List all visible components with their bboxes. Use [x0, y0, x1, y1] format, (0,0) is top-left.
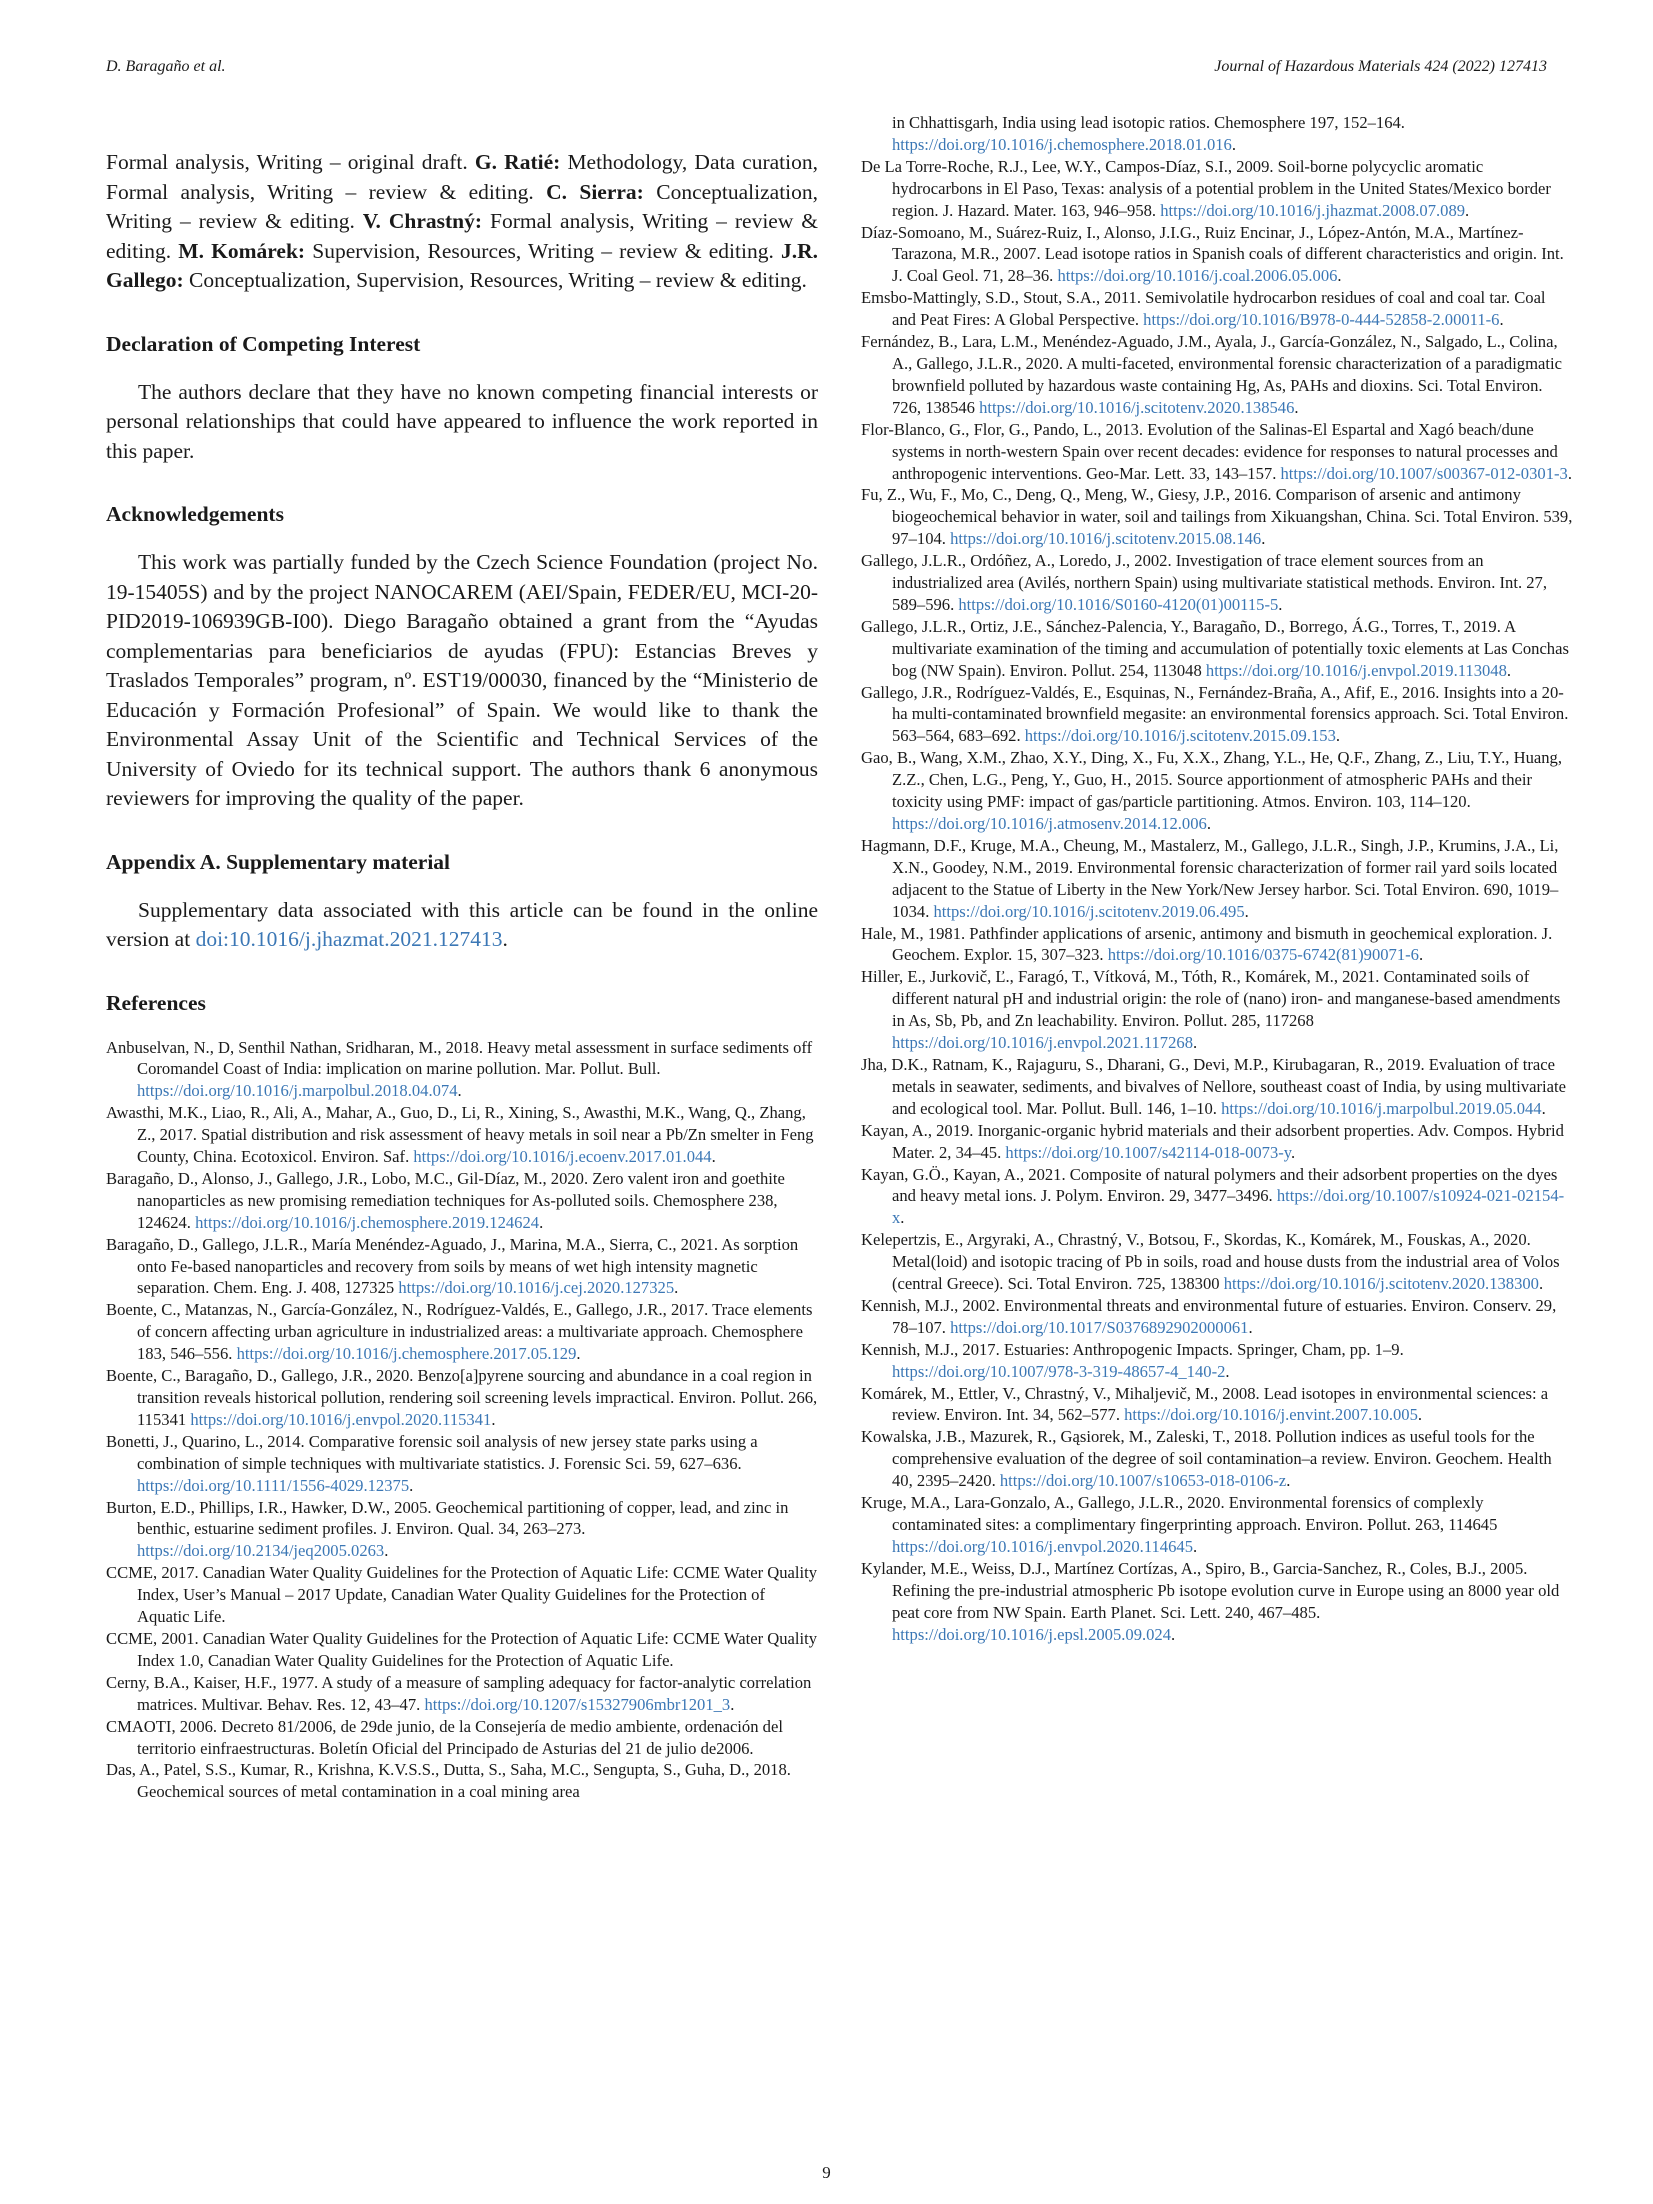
- reference-item: [861, 419, 1573, 485]
- competing-text: The authors declare that they have no known competing financial interests or personal relationships that could have appeared to influence the work reported in this paper.: [106, 379, 818, 463]
- reference-text: De La Torre-Roche, R.J., Lee, W.Y., Campos-Díaz, S.I., 2009. Soil-borne polycyclic aromatic hydrocarbons in El Paso, Texas: analysis of a potential problem in the United States/Mexico border region. J. Hazard. Mater. 163, 946–958.: [861, 156, 1551, 220]
- credit-author-name: C. Sierra:: [546, 179, 644, 204]
- reference-doi-link[interactable]: https://doi.org/10.1016/j.chemosphere.2018.01.016: [892, 134, 1232, 154]
- reference-doi-link[interactable]: https://doi.org/10.1016/j.scitotenv.2019.06.495: [933, 901, 1245, 921]
- reference-item: [861, 550, 1573, 616]
- reference-list-left: [106, 1037, 818, 1804]
- reference-text: Emsbo-Mattingly, S.D., Stout, S.A., 2011. Semivolatile hydrocarbon residues of coal and coal tar. Coal and Peat Fires: A Global Perspective.: [861, 288, 1546, 330]
- credit-author-roles: Methodology, Data curation, Formal analysis, Writing – review & editing.: [106, 150, 818, 204]
- reference-item: [861, 1295, 1573, 1339]
- reference-item: [861, 1229, 1573, 1295]
- reference-item: [106, 1037, 818, 1103]
- reference-item: [861, 112, 1573, 156]
- appendix-text: [106, 896, 818, 955]
- reference-text: Kruge, M.A., Lara-Gonzalo, A., Gallego, J.L.R., 2020. Environmental forensics of complexly contaminated sites: a complimentary fingerprinting approach. Environ. Pollut. 263, 114645: [861, 1493, 1498, 1534]
- reference-end: .: [1506, 660, 1512, 680]
- credit-author-roles: Conceptualization, Writing – review & editing.: [106, 179, 819, 233]
- reference-item: [106, 1759, 818, 1803]
- credit-author-name: G. Ratié:: [474, 150, 561, 174]
- reference-item: [106, 1628, 818, 1672]
- reference-doi-link[interactable]: https://doi.org/10.1016/j.marpolbul.2019.05.044: [1221, 1098, 1542, 1118]
- reference-text: Flor-Blanco, G., Flor, G., Pando, L., 2013. Evolution of the Salinas-El Espartal and Xagó beach/dune systems in north-western Spain over recent decades: evidence for responses to natural processes and anthropogenic interventions. Geo-Mar. Lett. 33, 143–157.: [861, 419, 1558, 483]
- credit-author-name: M. Komárek:: [178, 238, 306, 263]
- reference-text: Kylander, M.E., Weiss, D.J., Martínez Cortízas, A., Spiro, B., Garcia-Sanchez, R., Coles, B.J., 2005. Refining the pre-industrial atmospheric Pb isotope evolution curve in Europe using an 8000 year old peat core from NW Spain. Earth Planet. Sci. Lett. 240, 467–485.: [861, 1558, 1560, 1622]
- reference-text: Fernández, B., Lara, L.M., Menéndez-Aguado, J.M., Ayala, J., García-González, N., Salgado, L., Colina, A., Gallego, J.L.R., 2020. A multi-faceted, environmental forensic characterization of a paradigmatic brownfield polluted by hazardous waste containing Hg, As, PAHs and dioxins. Sci. Total Environ. 726, 138546: [861, 332, 1562, 417]
- reference-end: .: [1244, 901, 1249, 921]
- reference-end: .: [1231, 134, 1236, 154]
- reference-text: Komárek, M., Ettler, V., Chrastný, V., Mihaljevič, M., 2008. Lead isotopes in environmental sciences: a review. Environ. Int. 34, 562–577.: [861, 1383, 1549, 1425]
- reference-end: .: [730, 1694, 735, 1714]
- reference-text: Boente, C., Matanzas, N., García-González, N., Rodríguez-Valdés, E., Gallego, J.R., 2017. Trace elements of concern affecting urban agriculture in industrialized areas: a multivariate approach. Chemosphere 183, 546–556.: [106, 1300, 813, 1364]
- reference-item: [106, 1168, 818, 1234]
- credit-author-name: V. Chrastný:: [362, 209, 483, 233]
- reference-item: [106, 1497, 818, 1563]
- reference-end: .: [409, 1475, 414, 1495]
- reference-text: Hale, M., 1981. Pathfinder applications of arsenic, antimony and bismuth in geochemical exploration. J. Geochem. Explor. 15, 307–323.: [861, 923, 1553, 965]
- reference-item: [106, 1299, 818, 1365]
- credit-author-name: J.R. Gallego:: [106, 238, 819, 292]
- reference-end: .: [1206, 814, 1211, 833]
- reference-item: [861, 1383, 1573, 1427]
- reference-text: Kayan, G.Ö., Kayan, A., 2021. Composite of natural polymers and their adsorbent properties on the dyes and heavy metal ions. J. Polym. Environ. 29, 3477–3496.: [861, 1164, 1558, 1206]
- reference-text: Gallego, J.L.R., Ordóñez, A., Loredo, J., 2002. Investigation of trace element sources from an industrialized area (Avilés, northern Spain) using multivariate statistical methods. Environ. Int. 27, 589–596.: [861, 551, 1547, 614]
- reference-item: [861, 747, 1573, 835]
- ack-heading: Acknowledgements: [106, 502, 284, 526]
- appendix-text-body: Supplementary data associated with this article can be found in the online version at: [106, 897, 818, 951]
- reference-item: [106, 1234, 818, 1300]
- appendix-doi-link[interactable]: doi:10.1016/j.jhazmat.2021.127413: [195, 927, 503, 951]
- reference-doi-link[interactable]: https://doi.org/10.1016/j.scitotenv.2015.08.146: [950, 529, 1262, 549]
- reference-item: [861, 1054, 1573, 1120]
- reference-end: .: [711, 1147, 716, 1167]
- reference-text: Anbuselvan, N., D, Senthil Nathan, Sridharan, M., 2018. Heavy metal assessment in surface sediments off Coromandel Coast of India: implication on marine pollution. Mar. Pollut. Bull.: [106, 1037, 813, 1079]
- reference-doi-link[interactable]: https://doi.org/10.1016/j.envpol.2020.114645: [892, 1536, 1193, 1556]
- competing-heading: Declaration of Competing Interest: [106, 331, 421, 356]
- reference-doi-link[interactable]: https://doi.org/10.1016/j.envpol.2021.117268: [892, 1033, 1193, 1053]
- reference-doi-link[interactable]: https://doi.org/10.1016/j.marpolbul.2018.04.074: [137, 1081, 458, 1101]
- right-column: [861, 112, 1573, 1645]
- reference-text: Baragaño, D., Gallego, J.L.R., María Menéndez-Aguado, J., Marina, M.A., Sierra, C., 2021. As sorption onto Fe-based nanoparticles and recovery from soils by means of wet high intensity magnetic separation. Chem. Eng. J. 408, 127325: [106, 1234, 799, 1298]
- reference-end: .: [1193, 1536, 1198, 1556]
- reference-doi-link[interactable]: https://doi.org/10.2134/jeq2005.0263: [137, 1541, 385, 1561]
- reference-text: Kowalska, J.B., Mazurek, R., Gąsiorek, M., Zaleski, T., 2018. Pollution indices as useful tools for the comprehensive evaluation of the degree of soil contamination–a review. Environ. Geochem. Health 40, 2395–2420.: [861, 1427, 1552, 1491]
- reference-item: [861, 331, 1573, 419]
- reference-text: CMAOTI, 2006. Decreto 81/2006, de 29de junio, de la Consejería de medio ambiente, ordenación del territorio einfraestructuras. Boletín Oficial del Principado de Asturias del 21 de julio de2006.: [106, 1716, 783, 1758]
- reference-text: Díaz-Somoano, M., Suárez-Ruiz, I., Alonso, J.I.G., Ruiz Encinar, J., López-Antón, M.A., Martínez-Tarazona, M.R., 2007. Lead isotope ratios in Spanish coals of different characteristics and origin. Int. J. Coal Geol. 71, 28–36.: [861, 222, 1564, 286]
- reference-item: [106, 1716, 818, 1760]
- reference-doi-link[interactable]: https://doi.org/10.1007/s10924-021-02154-x: [892, 1186, 1565, 1228]
- reference-doi-link[interactable]: https://doi.org/10.1016/j.coal.2006.05.006: [1057, 266, 1338, 286]
- reference-end: .: [1538, 1274, 1544, 1294]
- reference-end: .: [576, 1344, 581, 1364]
- reference-end: .: [1291, 1142, 1296, 1162]
- reference-end: .: [1335, 726, 1341, 746]
- reference-end: .: [457, 1081, 462, 1101]
- reference-item: [861, 484, 1573, 550]
- reference-text: Gallego, J.R., Rodríguez-Valdés, E., Esquinas, N., Fernández-Braña, A., Afif, E., 2016. Insights into a 20-ha multi-contaminated brownfield megasite: an environmental forensics approach. Sci. Total Environ. 563–564, 683–692.: [861, 682, 1569, 746]
- reference-end: .: [1225, 1361, 1230, 1381]
- reference-text: Awasthi, M.K., Liao, R., Ali, A., Mahar, A., Guo, D., Li, R., Xining, S., Awasthi, M.K., Wang, Q., Zhang, Z., 2017. Spatial distribution and risk assessment of heavy metals in soil near a Pb/Zn smelter in Feng County, China. Ecotoxicol. Environ. Saf.: [106, 1103, 814, 1167]
- reference-text: Kelepertzis, E., Argyraki, A., Chrastný, V., Botsou, F., Skordas, K., Komárek, M., Fouskas, A., 2020. Metal(loid) and isotopic tracing of Pb in soils, road and house dusts from the industrial area of Volos (central Greece). Sci. Total Environ. 725, 138300: [861, 1230, 1560, 1294]
- reference-text: Baragaño, D., Alonso, J., Gallego, J.R., Lobo, M.C., Gil-Díaz, M., 2020. Zero valent iron and goethite nanoparticles as new promising remediation techniques for As-polluted soils. Chemosphere 238, 124624.: [106, 1168, 785, 1232]
- reference-end: .: [1417, 1405, 1423, 1425]
- reference-text: Fu, Z., Wu, F., Mo, C., Deng, Q., Meng, W., Giesy, J.P., 2016. Comparison of arsenic and antimony biogeochemical behavior in water, soil and tailings from Xikuangshan, China. Sci. Total Environ. 539, 97–104.: [861, 485, 1573, 549]
- reference-doi-link[interactable]: https://doi.org/10.1017/S0376892902000061: [950, 1317, 1249, 1337]
- left-column: [106, 148, 818, 1803]
- reference-doi-link[interactable]: https://doi.org/10.1016/j.envpol.2019.113048: [1205, 660, 1507, 680]
- reference-doi-link[interactable]: https://doi.org/10.1016/j.chemosphere.2017.05.129: [236, 1344, 577, 1364]
- reference-text: Bonetti, J., Quarino, L., 2014. Comparative forensic soil analysis of new jersey state parks using a combination of simple techniques with multivariate statistics. J. Forensic Sci. 59, 627–636.: [106, 1431, 758, 1473]
- reference-end: .: [1465, 200, 1470, 220]
- reference-doi-link[interactable]: https://doi.org/10.1007/s00367-012-0301-3: [1280, 463, 1568, 483]
- reference-doi-link[interactable]: https://doi.org/10.1111/1556-4029.12375: [137, 1475, 410, 1495]
- reference-text: Kennish, M.J., 2017. Estuaries: Anthropogenic Impacts. Springer, Cham, pp. 1–9.: [861, 1339, 1404, 1359]
- reference-doi-link[interactable]: https://doi.org/10.1016/S0160-4120(01)00115-5: [958, 594, 1279, 614]
- reference-text: Gao, B., Wang, X.M., Zhao, X.Y., Ding, X., Fu, X.X., Zhang, Y.L., He, Q.F., Zhang, Z., Liu, T.Y., Huang, Z.Z., Chen, L.G., Peng, Y., Guo, H., 2015. Source apportionment of atmospheric PAHs and their toxicity using PMF: impact of gas/particle partitioning. Atmos. Environ. 103, 114–120.: [861, 748, 1562, 812]
- reference-doi-link[interactable]: https://doi.org/10.1016/j.jhazmat.2008.07.089: [1160, 200, 1466, 220]
- reference-item: [861, 682, 1573, 748]
- credit-author-roles: Formal analysis, Writing – review & editing.: [106, 209, 819, 263]
- reference-doi-link[interactable]: https://doi.org/10.1016/j.atmosenv.2014.12.006: [892, 814, 1207, 833]
- reference-doi-link[interactable]: https://doi.org/10.1007/s10653-018-0106-z: [999, 1471, 1287, 1491]
- reference-doi-link[interactable]: https://doi.org/10.1016/j.ecoenv.2017.01.044: [413, 1147, 712, 1167]
- reference-text: Burton, E.D., Phillips, I.R., Hawker, D.W., 2005. Geochemical partitioning of copper, lead, and zinc in benthic, estuarine sediment profiles. J. Environ. Qual. 34, 263–273.: [106, 1497, 789, 1539]
- reference-item: [106, 1365, 818, 1431]
- reference-text: CCME, 2017. Canadian Water Quality Guidelines for the Protection of Aquatic Life: CCME Water Quality Index, User’s Manual – 2017 Update, Canadian Water Quality Guidelines for the Protection of Aquatic Life.: [106, 1563, 818, 1627]
- reference-doi-link[interactable]: https://doi.org/10.1016/j.cej.2020.127325: [398, 1278, 675, 1298]
- reference-end: .: [1418, 945, 1424, 965]
- credit-author-roles: Conceptualization, Supervision, Resources, Writing – review & editing.: [189, 268, 807, 292]
- reference-doi-link[interactable]: https://doi.org/10.1016/j.scitotenv.2015.09.153: [1024, 726, 1336, 746]
- reference-end: .: [1248, 1317, 1253, 1337]
- reference-doi-link[interactable]: https://doi.org/10.1007/s42114-018-0073-y: [1005, 1142, 1292, 1162]
- reference-end: .: [900, 1208, 905, 1228]
- reference-text: Cerny, B.A., Kaiser, H.F., 1977. A study of a measure of sampling adequacy for factor-analytic correlation matrices. Multivar. Behav. Res. 12, 43–47.: [106, 1672, 812, 1714]
- reference-item: [861, 1492, 1573, 1558]
- references-heading: References: [106, 990, 206, 1015]
- reference-end: .: [1294, 397, 1299, 417]
- running-header-authors: D. Baragaño et al.: [106, 58, 226, 75]
- page-number: 9: [822, 2163, 831, 2182]
- reference-text: Kennish, M.J., 2002. Environmental threats and environmental future of estuaries. Environ. Conserv. 29, 78–107.: [861, 1295, 1557, 1337]
- reference-doi-link[interactable]: https://doi.org/10.1016/B978-0-444-52858-2.00011-6: [1143, 310, 1500, 330]
- reference-end: .: [674, 1278, 679, 1298]
- credit-statement: [106, 148, 818, 296]
- reference-item: [861, 1120, 1573, 1164]
- reference-item: [861, 1164, 1573, 1230]
- running-header-journal: Journal of Hazardous Materials 424 (2022) 127413: [1214, 58, 1547, 75]
- reference-end: .: [491, 1409, 496, 1429]
- reference-item: [106, 1102, 818, 1168]
- reference-item: [861, 923, 1573, 967]
- reference-item: [861, 1426, 1573, 1492]
- reference-text: Gallego, J.L.R., Ortiz, J.E., Sánchez-Palencia, Y., Baragaño, D., Borrego, Á.G., Torres, T., 2019. A multivariate examination of the timing and accumulation of potentially toxic elements at Las Conchas bog (NW Spain). Environ. Pollut. 254, 113048: [861, 616, 1569, 680]
- reference-text: Hiller, E., Jurkovič, Ľ., Faragó, T., Vítková, M., Tóth, R., Komárek, M., 2021. Contaminated soils of different natural pH and industrial origin: the role of (nano) iron- and manganese-based amendments in As, Sb, Pb, and Zn leachability. Environ. Pollut. 285, 117268: [861, 967, 1561, 1031]
- reference-end: .: [539, 1212, 544, 1232]
- reference-item: [861, 966, 1573, 1054]
- reference-doi-link[interactable]: https://doi.org/10.1007/978-3-319-48657-4_140-2: [892, 1361, 1226, 1381]
- credit-author-roles: Supervision, Resources, Writing – review & editing.: [312, 238, 774, 263]
- reference-item: [861, 1339, 1573, 1383]
- reference-item: [106, 1672, 818, 1716]
- reference-doi-link[interactable]: https://doi.org/10.1016/j.epsl.2005.09.024: [892, 1624, 1172, 1644]
- reference-item: [861, 156, 1573, 222]
- reference-end: .: [384, 1541, 389, 1561]
- reference-end: .: [1261, 529, 1266, 549]
- reference-doi-link[interactable]: https://doi.org/10.1016/j.chemosphere.2019.124624: [195, 1212, 540, 1232]
- reference-list-right: [861, 112, 1573, 1645]
- reference-end: .: [1337, 266, 1342, 286]
- reference-text: Das, A., Patel, S.S., Kumar, R., Krishna, K.V.S.S., Dutta, S., Saha, M.C., Sengupta, S., Guha, D., 2018. Geochemical sources of metal contamination in a coal mining area: [106, 1760, 791, 1802]
- reference-end: .: [1567, 463, 1572, 483]
- reference-end: .: [1541, 1098, 1546, 1118]
- reference-item: [106, 1562, 818, 1628]
- reference-text: Hagmann, D.F., Kruge, M.A., Cheung, M., Mastalerz, M., Gallego, J.L.R., Singh, J.P., Krumins, J.A., Li, X.N., Goodey, N.M., 2019. Environmental forensic characterization of former rail yard soils located adjacent to the Statue of Liberty in the New York/New Jersey harbor. Sci. Total Environ. 690, 1019–1034.: [861, 835, 1559, 921]
- reference-text: Boente, C., Baragaño, D., Gallego, J.R., 2020. Benzo[a]pyrene sourcing and abundance in a coal region in transition reveals historical pollution, rendering soil screening levels impractical. Environ. Pollut. 266, 115341: [106, 1366, 818, 1429]
- reference-end: .: [1286, 1471, 1291, 1491]
- credit-lead: Formal analysis, Writing – original draft.: [106, 150, 468, 174]
- reference-doi-link[interactable]: https://doi.org/10.1016/j.envint.2007.10.005: [1124, 1405, 1418, 1425]
- reference-doi-link[interactable]: https://doi.org/10.1016/j.envpol.2020.115341: [190, 1409, 492, 1429]
- appendix-heading: Appendix A. Supplementary material: [106, 849, 451, 874]
- reference-doi-link[interactable]: https://doi.org/10.1016/j.scitotenv.2020.138300: [1223, 1274, 1539, 1294]
- ack-text: This work was partially funded by the Czech Science Foundation (project No. 19-15405S) and by the project NANOCAREM (AEI/Spain, FEDER/EU, MCI-20-PID2019-106939GB-I00). Diego Baragaño obtained a grant from the “Ayudas complementarias para beneficiarios de ayudas (FPU): Estancias Breves y Traslados Temporales” program, nº. EST19/00030, financed by the “Ministerio de Educación y Formación Profesional” of Spain. We would like to thank the Environmental Assay Unit of the Scientific and Technical Services of the University of Oviedo for its technical support. The authors thank 6 anonymous reviewers for improving the quality of the paper.: [106, 550, 818, 810]
- reference-text: Jha, D.K., Ratnam, K., Rajaguru, S., Dharani, G., Devi, M.P., Kirubagaran, R., 2019. Evaluation of trace metals in seawater, sediments, and bivalves of Nellore, southeast coast of India, by using multivariate and ecological tool. Mar. Pollut. Bull. 146, 1–10.: [861, 1054, 1566, 1118]
- reference-end: .: [1278, 594, 1283, 614]
- reference-end: .: [1171, 1624, 1176, 1644]
- reference-end: .: [1193, 1033, 1198, 1053]
- appendix-text-end: .: [502, 927, 508, 951]
- reference-item: [861, 287, 1573, 331]
- reference-text: Kayan, A., 2019. Inorganic-organic hybrid materials and their adsorbent properties. Adv. Compos. Hybrid Mater. 2, 34–45.: [861, 1120, 1564, 1162]
- reference-item: [861, 835, 1573, 923]
- reference-item: [861, 1558, 1573, 1646]
- reference-item: [106, 1431, 818, 1497]
- reference-end: .: [1499, 310, 1504, 330]
- reference-item: [861, 616, 1573, 682]
- reference-doi-link[interactable]: https://doi.org/10.1016/0375-6742(81)90071-6: [1107, 945, 1419, 965]
- reference-doi-link[interactable]: https://doi.org/10.1016/j.scitotenv.2020.138546: [979, 397, 1295, 417]
- reference-item: [861, 222, 1573, 288]
- reference-text: in Chhattisgarh, India using lead isotopic ratios. Chemosphere 197, 152–164.: [892, 113, 1405, 132]
- reference-doi-link[interactable]: https://doi.org/10.1207/s15327906mbr1201_3: [424, 1694, 731, 1714]
- reference-text: CCME, 2001. Canadian Water Quality Guidelines for the Protection of Aquatic Life: CCME Water Quality Index 1.0, Canadian Water Quality Guidelines for the Protection of Aquatic Life.: [106, 1628, 818, 1670]
